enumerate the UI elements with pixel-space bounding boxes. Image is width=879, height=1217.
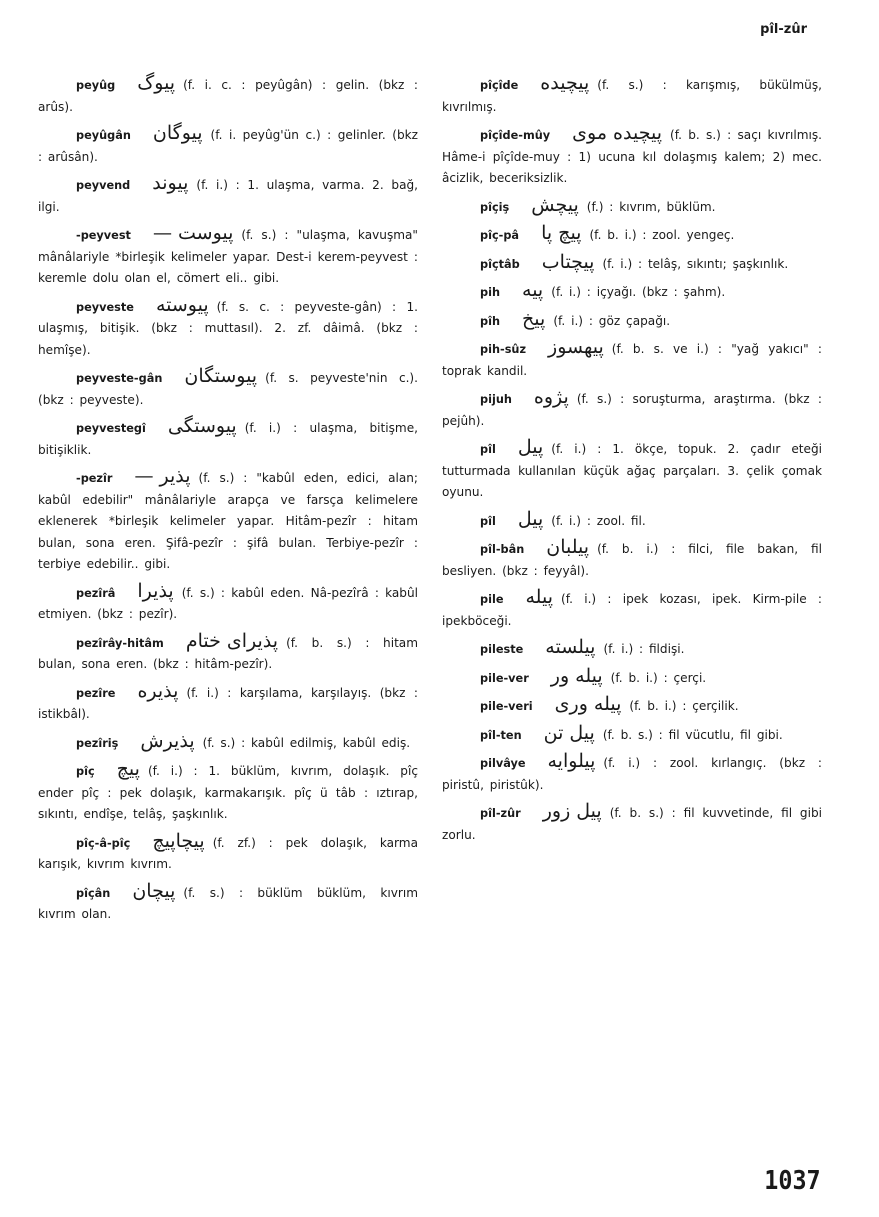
entry-headword: pîçîde [480, 79, 519, 92]
dictionary-entry [38, 879, 418, 926]
dictionary-entry [442, 124, 822, 190]
entry-definition: (f. s.) : "kabûl eden, edici, alan; kabûl edebilir" mânâlariyle arapça ve farsça kelimelere eklenerek *birleşik kelimeler yapar. Hitâm-pezîr : hitam bulan, sona eren. Şifâ-pezîr : şifâ bulan. Terbiye-pezîr : terbiye edebilir.. gibi. [38, 471, 418, 571]
dictionary-entry [38, 467, 418, 576]
entry-headword: pile [480, 593, 504, 606]
entry-arabic-script: پیچان [132, 879, 176, 902]
entry-arabic-script: پیوست — [152, 222, 234, 244]
dictionary-entry [442, 695, 822, 718]
right-column [442, 74, 822, 852]
entry-headword: -peyvest [76, 229, 131, 242]
entry-arabic-script: پیل زور [542, 800, 602, 822]
entry-arabic-script: پیله وری [554, 693, 622, 715]
entry-headword: pîl [480, 514, 496, 528]
entry-headword: pîç [76, 765, 95, 778]
entry-definition: (f. s.) : kabûl edilmiş, kabûl ediş. [202, 735, 411, 750]
dictionary-entry [442, 224, 822, 247]
entry-arabic-script: پیلسته [545, 636, 596, 658]
entry-definition: (f. i.) : göz çapağı. [553, 313, 671, 328]
entry-arabic-script: پیل [517, 507, 544, 530]
dictionary-entry [442, 721, 822, 747]
dictionary-entry [442, 752, 822, 796]
entry-definition: (f. i.) : ulaşma, bitişme, bitişiklik. [38, 421, 418, 457]
entry-definition: (f. s.) : "ulaşma, kavuşma" mânâlariyle *birleşik kelimeler yapar. Dest-i kerem-peyvest : keremle dolu olan el, cömert eli.. gibi. [38, 228, 418, 285]
dictionary-entry [38, 293, 418, 362]
dictionary-entry [38, 679, 418, 726]
entry-arabic-script: پذیرای ختام [185, 629, 279, 652]
entry-definition: (f. i. c. : peyûgân) : gelin. (bkz : arûs). [38, 78, 418, 114]
dictionary-entry [38, 417, 418, 461]
entry-definition: (f. i.) : fildişi. [603, 642, 685, 656]
entry-arabic-script: پیلوایه [547, 750, 596, 772]
entry-headword: pîç-â-pîç [76, 836, 131, 850]
entry-definition: (f. b. s.) : saçı kıvrılmış. Hâme-i pîçîde-muy : 1) ucuna kıl dolaşmış kalem; 2) mec. âcizlik, beceriksizlik. [442, 128, 822, 185]
entry-arabic-script: پیلبان [546, 536, 590, 558]
entry-headword: pile-veri [480, 700, 533, 713]
entry-headword: pezîrây-hitâm [76, 636, 164, 650]
dictionary-entry [38, 579, 418, 626]
entry-headword: -pezîr [76, 472, 113, 485]
entry-definition: (f. b. i.) : zool. yengeç. [589, 228, 735, 242]
entry-headword: pîçtâb [480, 257, 520, 271]
entry-headword: pîl [480, 443, 496, 456]
entry-definition: (f. i.) : 1. ökçe, topuk. 2. çadır eteği tutturmada kullanılan küçük ağaç parçaları. 3. çelik çomak oyunu. [442, 442, 822, 499]
entry-arabic-script: پیهسوز [548, 336, 604, 358]
entry-headword: pezîriş [76, 736, 119, 750]
entry-arabic-script: پیچ پا [541, 222, 582, 244]
entry-definition: (f. b. i.) : çerçilik. [629, 699, 739, 713]
dictionary-entry [442, 388, 822, 432]
dictionary-entry [38, 629, 418, 676]
dictionary-entry [442, 802, 822, 846]
entry-definition: (f. b. i.) : filci, file bakan, fil besliyen. (bkz : feyyâl). [442, 542, 822, 578]
entry-headword: pileste [480, 643, 524, 656]
entry-definition: (f. i.) : ipek kozası, ipek. Kirm-pile : ipekböceği. [442, 592, 822, 628]
entry-arabic-script: پیچاپیچ [152, 829, 205, 852]
entry-arabic-script: پیچیده موی [572, 122, 663, 144]
dictionary-entry [38, 729, 418, 755]
entry-definition: (f. b. s.) : fil kuvvetinde, fil gibi zorlu. [442, 806, 822, 842]
entry-arabic-script: پذیره [137, 679, 179, 702]
entry-headword: pezîre [76, 686, 116, 700]
dictionary-entry [38, 124, 418, 168]
entry-headword: pîçân [76, 886, 111, 900]
entry-definition: (f. s. peyveste'nin c.). (bkz : peyveste). [38, 371, 418, 407]
entry-arabic-script: پذیر — [134, 465, 191, 487]
dictionary-entry [442, 193, 822, 219]
entry-headword: pîç-pâ [480, 229, 520, 242]
dictionary-entry [38, 367, 418, 411]
dictionary-entry [442, 664, 822, 690]
entry-definition: (f. i.) : zool. fil. [551, 513, 646, 528]
entry-definition: (f. b. s. ve i.) : "yağ yakıcı" : toprak kandil. [442, 342, 822, 378]
entry-definition: (f. s.) : karışmış, bükülmüş, kıvrılmış. [442, 78, 822, 114]
entry-arabic-script: پیوسته [155, 293, 209, 316]
entry-arabic-script: پیوند [152, 172, 189, 194]
entry-headword: pih [480, 286, 501, 299]
dictionary-entry [38, 224, 418, 290]
dictionary-entry [442, 307, 822, 333]
entry-headword: pîl-bân [480, 543, 525, 556]
entry-definition: (f. i.) : 1. büklüm, kıvrım, dolaşık. pîç ender pîç : pek dolaşık, karmakarışık. pîç ü tâb : ıztırap, sıkıntı, endîşe, telâş, şaşkınlık. [38, 764, 418, 821]
entry-definition: (f. s.) : büklüm büklüm, kıvrım kıvrım olan. [38, 885, 418, 921]
running-header: pîl-zûr [760, 22, 807, 37]
dictionary-entry [442, 438, 822, 504]
dictionary-entry [38, 74, 418, 118]
entry-headword: pîl-zûr [480, 807, 521, 820]
entry-definition: (f. b. s.) : fil vücutlu, fil gibi. [602, 727, 783, 742]
entry-arabic-script: پیچیده [540, 72, 590, 94]
entry-definition: (f. i.) : karşılama, karşılayış. (bkz : istikbâl). [38, 685, 418, 721]
dictionary-entry [442, 588, 822, 632]
entry-arabic-script: پیوستگی [167, 415, 237, 437]
entry-headword: peyveste [76, 300, 134, 314]
entry-headword: pîçîde-mûy [480, 129, 551, 142]
dictionary-entry [442, 250, 822, 276]
entry-definition: (f. s.) : soruşturma, araştırma. (bkz : pejûh). [442, 392, 822, 428]
entry-definition: (f.) : kıvrım, büklüm. [586, 199, 716, 214]
entry-arabic-script: پیل تن [543, 721, 595, 744]
dictionary-entry [442, 74, 822, 118]
entry-arabic-script: پیوگان [152, 122, 203, 144]
entry-headword: pilvâye [480, 757, 526, 770]
entry-arabic-script: پیچ [116, 758, 140, 780]
entry-arabic-script: پیه [522, 279, 544, 301]
dictionary-entry [442, 538, 822, 582]
entry-definition: (f. i.) : telâş, sıkıntı; şaşkınlık. [602, 256, 789, 271]
entry-definition: (f. b. s.) : hitam bulan, sona eren. (bkz : hitâm-pezîr). [38, 635, 418, 671]
entry-headword: peyvestegî [76, 422, 146, 435]
entry-definition: (f. zf.) : pek dolaşık, karma karışık, kıvrım kıvrım. [38, 835, 418, 871]
entry-headword: pih-sûz [480, 343, 527, 356]
entry-headword: pîl-ten [480, 728, 522, 742]
entry-arabic-script: پیل [517, 436, 544, 458]
page-number: 1037 [764, 1166, 821, 1196]
entry-arabic-script: پیوگ [137, 72, 176, 94]
entry-headword: peyveste-gân [76, 372, 163, 385]
entry-headword: pijuh [480, 393, 512, 406]
entry-definition: (f. i.) : 1. ulaşma, varma. 2. bağ, ilgi. [38, 178, 418, 214]
entry-arabic-script: پیوستگان [184, 365, 258, 387]
entry-arabic-script: پذیرا [137, 579, 174, 602]
entry-headword: peyûg [76, 79, 116, 92]
entry-arabic-script: پژوه [533, 386, 569, 408]
dictionary-entry [38, 829, 418, 876]
entry-headword: peyvend [76, 179, 131, 192]
entry-arabic-script: پذیرش [140, 729, 195, 752]
entry-definition: (f. s.) : kabûl eden. Nâ-pezîrâ : kabûl etmiyen. (bkz : pezîr). [38, 585, 418, 621]
entry-headword: pezîrâ [76, 586, 116, 600]
dictionary-entry [38, 174, 418, 218]
entry-definition: (f. s. c. : peyveste-gân) : 1. ulaşmış, bitişik. (bkz : muttasıl). 2. zf. dâimâ. (bkz : hemîşe). [38, 299, 418, 357]
dictionary-entry [442, 638, 822, 661]
entry-headword: peyûgân [76, 129, 131, 142]
entry-arabic-script: پیله [525, 586, 553, 608]
entry-arabic-script: پیخ [522, 307, 546, 330]
entry-arabic-script: پیله ور [550, 664, 603, 687]
dictionary-entry [442, 507, 822, 533]
entry-headword: pile-ver [480, 671, 529, 685]
entry-definition: (f. i. peyûg'ün c.) : gelinler. (bkz : arûsân). [38, 128, 418, 164]
dictionary-entry [38, 760, 418, 826]
dictionary-entry [442, 281, 822, 304]
left-column [38, 74, 418, 932]
entry-definition: (f. b. i.) : çerçi. [610, 670, 707, 685]
entry-arabic-script: پیچتاب [541, 250, 595, 273]
dictionary-entry [442, 338, 822, 382]
entry-headword: pîh [480, 314, 501, 328]
entry-definition: (f. i.) : içyağı. (bkz : şahm). [551, 285, 726, 299]
entry-headword: pîçiş [480, 200, 510, 214]
entry-arabic-script: پیچش [531, 193, 579, 216]
entry-definition: (f. i.) : zool. kırlangıç. (bkz : piristû, piristûk). [442, 756, 822, 792]
